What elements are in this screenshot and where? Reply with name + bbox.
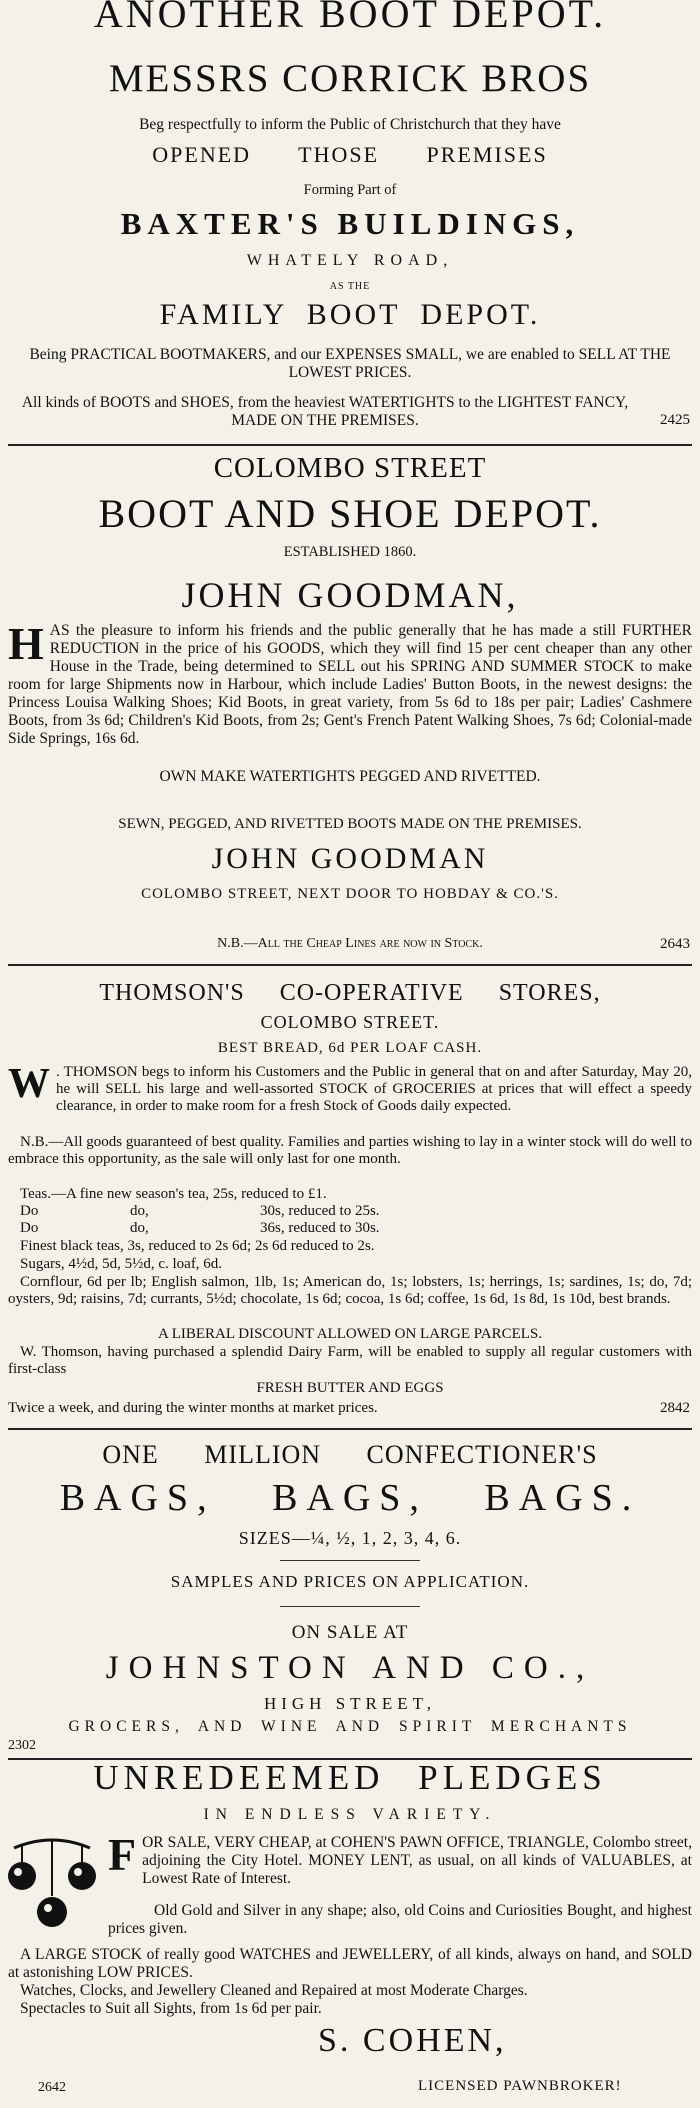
ad3-tea3-a: Do	[20, 1220, 39, 1236]
ad1-body2: All kinds of BOOTS and SHOES, from the heaviest WATERTIGHTS to the LIGHTEST FANCY, MADE ON THE PREMISES.	[21, 394, 629, 429]
ad2-street: COLOMBO STREET	[213, 452, 487, 484]
ad5-gold: Old Gold and Silver in any shape; also, old Coins and Curiosities Bought, and highest prices given.	[108, 1902, 692, 1937]
ad3-nb: N.B.—All goods guaranteed of best quality. Families and parties wishing to lay in a winter stock will do well to embrace this opportunity, as the sale will only last for one month.	[8, 1134, 692, 1167]
ad4-onsale: ON SALE AT	[291, 1622, 409, 1643]
ad5-dropcap: F	[108, 1829, 137, 1880]
ad3-discount: A LIBERAL DISCOUNT ALLOWED ON LARGE PARCELS.	[157, 1326, 543, 1342]
ad5-watches: Watches, Clocks, and Jewellery Cleaned and Repaired at most Moderate Charges.	[20, 1982, 528, 1999]
ad3-black: Finest black teas, 3s, reduced to 2s 6d; 2s 6d reduced to 2s.	[20, 1238, 375, 1254]
ad3-tea2-a: Do	[20, 1203, 39, 1219]
ad5-heading: UNREDEEMED PLEDGES	[93, 1758, 607, 1797]
ad3-butter: FRESH BUTTER AND EGGS	[256, 1380, 444, 1396]
ad2-name: JOHN GOODMAN,	[181, 575, 519, 615]
ad3-bread: BEST BREAD, 6d PER LOAF CASH.	[217, 1040, 483, 1056]
ad4-street: HIGH STREET,	[263, 1694, 437, 1713]
ad1-opened: OPENED THOSE PREMISES	[152, 142, 548, 167]
ad3-heading: THOMSON'S CO-OPERATIVE STORES,	[99, 980, 601, 1006]
ad3-twice: Twice a week, and during the winter months at market prices.	[8, 1400, 378, 1416]
ad1-heading: ANOTHER BOOT DEPOT.	[93, 0, 607, 36]
ad4-sizes: SIZES—¼, ½, 1, 2, 3, 4, 6.	[238, 1528, 462, 1548]
ad2-sewn: SEWN, PEGGED, AND RIVETTED BOOTS MADE ON THE PREMISES.	[118, 816, 582, 832]
ad5-licensed: LICENSED PAWNBROKER!	[418, 2078, 622, 2094]
ad3-dairy: W. Thomson, having purchased a splendid Dairy Farm, will be enabled to supply all regular customers with first-class	[8, 1344, 692, 1377]
ad1-line1: Beg respectfully to inform the Public of Christchurch that they have	[139, 116, 561, 133]
ad1-body1: Being PRACTICAL BOOTMAKERS, and our EXPENSES SMALL, we are enabled to SELL AT THE LOWEST PRICES.	[29, 346, 671, 381]
ad4-bags: BAGS, BAGS, BAGS.	[59, 1477, 641, 1519]
ad1-forming: Forming Part of	[303, 182, 397, 198]
ad3-sugars: Sugars, 4½d, 5d, 5½d, c. loaf, 6d.	[20, 1256, 223, 1272]
ad2-address: COLOMBO STREET, NEXT DOOR TO HOBDAY & CO.'S.	[141, 886, 559, 902]
ad3-street: COLOMBO STREET.	[260, 1012, 440, 1032]
ad5-variety: IN ENDLESS VARIETY.	[203, 1806, 497, 1823]
ad3-body-text: . THOMSON begs to inform his Customers and the Public in general that on and after Saturday, May 20, he will SELL his large and well-assorted STOCK of GROCERIES at prices that will effect a speedy clearance, in order to make room for a fresh Stock of Goods daily expected.	[56, 1064, 692, 1114]
ad2-number: 2643	[660, 936, 690, 952]
ad2-body-text: AS the pleasure to inform his friends and the public generally that he has made a still FURTHER REDUCTION in the price of his GOODS, which they will find 15 per cent cheaper than any other House in the Trade, being determined to SELL out his SPRING AND SUMMER STOCK to make room for large Shipments now in Harbour, which include Ladies' Button Boots, in the newest designs: the Princess Louisa Walking Shoes; Kid Boots, in great variety, from 5s 6d to 18s per pair; Ladies' Cashmere Boots, from 3s 6d; Children's Kid Boots, from 2s; Gent's French Patent Walking Shoes, 7s 6d; Colonial-made Side Springs, 16s 6d.	[8, 622, 692, 747]
ad3-dropcap: W	[8, 1061, 50, 1107]
pawnbroker-balls-icon	[8, 1834, 96, 1944]
ad2-name2: JOHN GOODMAN	[211, 842, 489, 875]
ad1-divider	[8, 444, 692, 446]
ad2-divider	[8, 964, 692, 966]
ad2-dropcap: H	[8, 618, 44, 669]
ad1-firm: MESSRS CORRICK BROS	[108, 57, 592, 100]
ad3-body	[8, 1061, 692, 1115]
ad5-spectacles: Spectacles to Suit all Sights, from 1s 6d per pair.	[20, 2000, 322, 2017]
ad3-tea3-b: do,	[130, 1220, 149, 1236]
ad2-body	[8, 618, 692, 748]
ad3-divider	[8, 1428, 692, 1430]
ad1-building: BAXTER'S BUILDINGS,	[120, 206, 580, 241]
ad1-depot: FAMILY BOOT DEPOT.	[159, 298, 541, 331]
ad1-number: 2425	[660, 412, 690, 428]
ad4-samples: SAMPLES AND PRICES ON APPLICATION.	[170, 1572, 530, 1591]
ad4-trade: GROCERS, AND WINE AND SPIRIT MERCHANTS	[68, 1718, 632, 1735]
ad3-number: 2842	[660, 1400, 690, 1416]
ad2-established: ESTABLISHED 1860.	[283, 544, 417, 560]
ad4-short-rule-2	[280, 1606, 420, 1607]
ad5-body-text: OR SALE, VERY CHEAP, at COHEN'S PAWN OFFICE, TRIANGLE, Colombo street, adjoining the City Hotel. MONEY LENT, as usual, on all kinds of VALUABLES, at Lowest Rate of Interest.	[142, 1834, 692, 1887]
ad1-road: WHATELY ROAD,	[246, 252, 454, 269]
ad5-stock: A LARGE STOCK of really good WATCHES and JEWELLERY, of all kinds, always on hand, and SOLD at astonishing LOW PRICES.	[8, 1946, 692, 1981]
ad2-ownmake: OWN MAKE WATERTIGHTS PEGGED AND RIVETTED.	[159, 768, 541, 785]
ad1-asthe: AS THE	[329, 281, 371, 292]
ad4-short-rule	[280, 1560, 420, 1561]
ad2-nb: N.B.—All the Cheap Lines are now in Stock.	[217, 936, 483, 951]
ad4-number: 2302	[8, 1738, 36, 1753]
ad5-number: 2642	[38, 2080, 66, 2095]
ad3-list: Cornflour, 6d per lb; English salmon, 1lb, 1s; American do, 1s; lobsters, 1s; herrings, 1s; sardines, 1s; do, 7d; oysters, 9d; raisins, 7d; currants, 5½d; chocolate, 1s 6d; cocoa, 1s 6d; coffee, 1s 6d, 1s 8d, 1s 10d, best brands.	[8, 1274, 692, 1307]
ad3-tea2-b: do,	[130, 1203, 149, 1219]
ad5-body	[108, 1829, 692, 1888]
ad3-tea3-c: 36s, reduced to 30s.	[260, 1220, 380, 1236]
ad3-tea2-c: 30s, reduced to 25s.	[260, 1203, 380, 1219]
ad2-heading: BOOT AND SHOE DEPOT.	[98, 491, 602, 536]
ad4-heading: ONE MILLION CONFECTIONER'S	[102, 1440, 598, 1469]
ad4-firm: JOHNSTON AND CO.,	[105, 1650, 595, 1686]
ad5-name: S. COHEN,	[318, 2022, 507, 2059]
ad3-tea1: Teas.—A fine new season's tea, 25s, reduced to £1.	[20, 1186, 327, 1202]
